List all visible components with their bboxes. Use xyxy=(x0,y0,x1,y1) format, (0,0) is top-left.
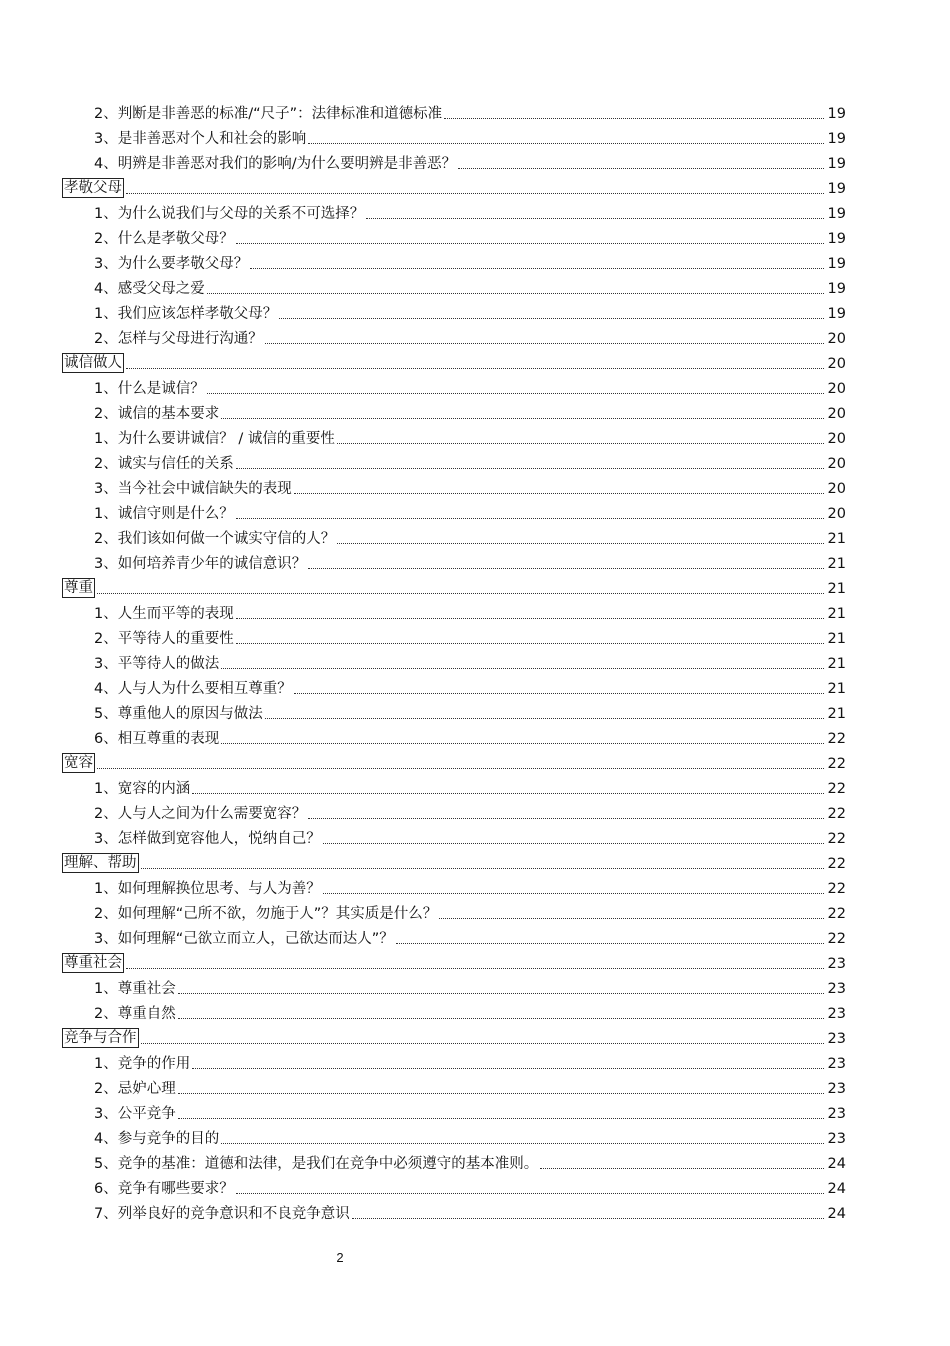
toc-section-entry[interactable] xyxy=(62,848,846,873)
toc-entry-label: 2、诚实与信任的关系 xyxy=(94,456,234,472)
toc-item-entry[interactable] xyxy=(62,923,846,948)
toc-entry-label: 1、什么是诚信？ xyxy=(94,381,205,397)
toc-entry-page: 19 xyxy=(827,306,846,322)
toc-entry-label: 3、如何理解“己欲立而立人，己欲达而达人”？ xyxy=(94,931,394,947)
toc-entry-page: 21 xyxy=(827,706,846,722)
toc-entry-page: 20 xyxy=(827,406,846,422)
dot-leader xyxy=(323,842,824,844)
toc-entry-page: 22 xyxy=(827,881,846,897)
toc-item-entry[interactable] xyxy=(62,873,846,898)
dot-leader xyxy=(207,392,824,394)
toc-entry-label: 2、忌妒心理 xyxy=(94,1081,176,1097)
toc-entry-page: 19 xyxy=(827,106,846,122)
dot-leader xyxy=(178,1117,824,1119)
toc-entry-label: 4、参与竞争的目的 xyxy=(94,1131,220,1147)
toc-entry-page: 21 xyxy=(827,606,846,622)
toc-section-entry[interactable] xyxy=(62,173,846,198)
toc-item-entry[interactable] xyxy=(62,598,846,623)
toc-entry-page: 19 xyxy=(827,231,846,247)
dot-leader xyxy=(192,1067,824,1069)
toc-item-entry[interactable] xyxy=(62,523,846,548)
dot-leader xyxy=(308,567,824,569)
toc-entry-page: 24 xyxy=(827,1181,846,1197)
dot-leader xyxy=(221,667,824,669)
dot-leader xyxy=(396,942,824,944)
toc-item-entry[interactable] xyxy=(62,498,846,523)
toc-entry-page: 21 xyxy=(827,681,846,697)
dot-leader xyxy=(141,1042,825,1044)
toc-entry-page: 22 xyxy=(827,756,846,772)
toc-item-entry[interactable] xyxy=(62,798,846,823)
toc-entry-label: 1、诚信守则是什么？ xyxy=(94,506,234,522)
dot-leader xyxy=(265,717,824,719)
toc-entry-page: 20 xyxy=(827,431,846,447)
toc-entry-label: 孝敬父母 xyxy=(64,180,122,196)
dot-leader xyxy=(97,767,824,769)
toc-entry-page: 22 xyxy=(827,931,846,947)
toc-entry-page: 23 xyxy=(827,1031,846,1047)
toc-item-entry[interactable] xyxy=(62,373,846,398)
dot-leader xyxy=(458,167,824,169)
dot-leader xyxy=(207,292,824,294)
toc-item-entry[interactable] xyxy=(62,398,846,423)
toc-section-entry[interactable] xyxy=(62,348,846,373)
dot-leader xyxy=(178,992,824,994)
toc-entry-label: 2、平等待人的重要性 xyxy=(94,631,234,647)
toc-section-entry[interactable] xyxy=(62,1023,846,1048)
toc-entry-label: 理解、帮助 xyxy=(64,855,137,871)
toc-entry-label: 6、竞争有哪些要求？ xyxy=(94,1181,234,1197)
toc-entry-label: 1、宽容的内涵 xyxy=(94,781,191,797)
toc-entry-label: 2、人与人之间为什么需要宽容？ xyxy=(94,806,307,822)
dot-leader xyxy=(439,917,824,919)
toc-item-entry[interactable] xyxy=(62,1123,846,1148)
toc-entry-page: 23 xyxy=(827,956,846,972)
dot-leader xyxy=(192,792,824,794)
toc-entry-label: 2、尊重自然 xyxy=(94,1006,176,1022)
toc-entry-page: 20 xyxy=(827,456,846,472)
toc-entry-label: 1、竞争的作用 xyxy=(94,1056,191,1072)
toc-item-entry[interactable] xyxy=(62,648,846,673)
toc-entry-label: 3、平等待人的做法 xyxy=(94,656,220,672)
toc-item-entry[interactable] xyxy=(62,1073,846,1098)
toc-entry-label: 诚信做人 xyxy=(64,355,122,371)
dot-leader xyxy=(337,442,824,444)
dot-leader xyxy=(236,617,824,619)
toc-item-entry[interactable] xyxy=(62,198,846,223)
dot-leader xyxy=(250,267,824,269)
toc-entry-label: 3、如何培养青少年的诚信意识？ xyxy=(94,556,307,572)
dot-leader xyxy=(236,1192,824,1194)
toc-entry-label: 3、为什么要孝敬父母？ xyxy=(94,256,249,272)
toc-entry-label: 5、竞争的基准：道德和法律，是我们在竞争中必须遵守的基本准则。 xyxy=(94,1156,539,1172)
toc-entry-page: 22 xyxy=(827,906,846,922)
toc-entry-label: 2、诚信的基本要求 xyxy=(94,406,220,422)
toc-entry-label: 1、人生而平等的表现 xyxy=(94,606,234,622)
dot-leader xyxy=(308,817,824,819)
toc-item-entry[interactable] xyxy=(62,898,846,923)
dot-leader xyxy=(221,417,824,419)
toc-entry-page: 19 xyxy=(827,181,846,197)
toc-entry-page: 21 xyxy=(827,581,846,597)
toc-entry-label: 2、怎样与父母进行沟通？ xyxy=(94,331,263,347)
toc-entry-page: 22 xyxy=(827,806,846,822)
dot-leader xyxy=(236,242,824,244)
toc-item-entry[interactable] xyxy=(62,698,846,723)
toc-item-entry[interactable] xyxy=(62,148,846,173)
toc-entry-page: 22 xyxy=(827,781,846,797)
toc-entry-page: 22 xyxy=(827,731,846,747)
dot-leader xyxy=(97,592,824,594)
toc-entry-label: 7、列举良好的竞争意识和不良竞争意识 xyxy=(94,1206,350,1222)
toc-entry-label: 4、明辨是非善恶对我们的影响/为什么要明辨是非善恶？ xyxy=(94,156,457,172)
toc-item-entry[interactable] xyxy=(62,998,846,1023)
toc-entry-page: 23 xyxy=(827,1106,846,1122)
toc-entry-page: 19 xyxy=(827,156,846,172)
toc-entry-page: 23 xyxy=(827,981,846,997)
toc-entry-label: 1、尊重社会 xyxy=(94,981,176,997)
toc-entry-label: 3、公平竞争 xyxy=(94,1106,176,1122)
toc-item-entry[interactable] xyxy=(62,548,846,573)
dot-leader xyxy=(236,642,824,644)
toc-entry-page: 19 xyxy=(827,281,846,297)
dot-leader xyxy=(126,192,824,194)
toc-entry-label: 宽容 xyxy=(64,755,93,771)
dot-leader xyxy=(236,467,824,469)
toc-item-entry[interactable] xyxy=(62,98,846,123)
toc-entry-page: 19 xyxy=(827,206,846,222)
dot-leader xyxy=(366,217,824,219)
toc-item-entry[interactable] xyxy=(62,273,846,298)
toc-entry-page: 21 xyxy=(827,631,846,647)
toc-item-entry[interactable] xyxy=(62,323,846,348)
dot-leader xyxy=(294,492,824,494)
toc-item-entry[interactable] xyxy=(62,973,846,998)
table-of-contents xyxy=(62,98,846,1223)
toc-item-entry[interactable] xyxy=(62,823,846,848)
toc-section-entry[interactable] xyxy=(62,748,846,773)
toc-entry-page: 23 xyxy=(827,1131,846,1147)
dot-leader xyxy=(352,1217,824,1219)
toc-entry-page: 19 xyxy=(827,256,846,272)
toc-entry-label: 1、如何理解换位思考、与人为善？ xyxy=(94,881,321,897)
toc-entry-page: 22 xyxy=(827,831,846,847)
toc-entry-label: 2、我们该如何做一个诚实守信的人？ xyxy=(94,531,336,547)
toc-entry-label: 1、我们应该怎样孝敬父母？ xyxy=(94,306,278,322)
toc-item-entry[interactable] xyxy=(62,773,846,798)
toc-entry-page: 22 xyxy=(827,856,846,872)
toc-entry-page: 24 xyxy=(827,1206,846,1222)
toc-item-entry[interactable] xyxy=(62,1148,846,1173)
toc-entry-page: 20 xyxy=(827,331,846,347)
dot-leader xyxy=(279,317,824,319)
toc-entry-page: 21 xyxy=(827,656,846,672)
dot-leader xyxy=(294,692,824,694)
toc-item-entry[interactable] xyxy=(62,723,846,748)
dot-leader xyxy=(141,867,825,869)
dot-leader xyxy=(178,1017,824,1019)
toc-entry-page: 20 xyxy=(827,481,846,497)
toc-item-entry[interactable] xyxy=(62,1173,846,1198)
toc-entry-page: 23 xyxy=(827,1056,846,1072)
toc-entry-page: 20 xyxy=(827,381,846,397)
toc-entry-label: 1、为什么说我们与父母的关系不可选择？ xyxy=(94,206,365,222)
dot-leader xyxy=(178,1092,824,1094)
toc-item-entry[interactable] xyxy=(62,1098,846,1123)
toc-item-entry[interactable] xyxy=(62,423,846,448)
toc-entry-label: 2、如何理解“己所不欲，勿施于人”？其实质是什么？ xyxy=(94,906,438,922)
toc-section-entry[interactable] xyxy=(62,573,846,598)
toc-entry-label: 4、感受父母之爱 xyxy=(94,281,205,297)
toc-entry-label: 3、是非善恶对个人和社会的影响 xyxy=(94,131,307,147)
dot-leader xyxy=(540,1167,824,1169)
toc-entry-page: 20 xyxy=(827,356,846,372)
toc-entry-label: 1、为什么要讲诚信？ / 诚信的重要性 xyxy=(94,431,335,447)
toc-item-entry[interactable] xyxy=(62,1198,846,1223)
toc-entry-label: 尊重社会 xyxy=(64,955,122,971)
dot-leader xyxy=(221,742,824,744)
toc-item-entry[interactable] xyxy=(62,223,846,248)
toc-entry-label: 3、当今社会中诚信缺失的表现 xyxy=(94,481,292,497)
toc-entry-page: 23 xyxy=(827,1081,846,1097)
toc-item-entry[interactable] xyxy=(62,673,846,698)
toc-item-entry[interactable] xyxy=(62,1048,846,1073)
toc-section-entry[interactable] xyxy=(62,948,846,973)
dot-leader xyxy=(126,967,824,969)
toc-item-entry[interactable] xyxy=(62,123,846,148)
dot-leader xyxy=(337,542,824,544)
toc-entry-page: 21 xyxy=(827,556,846,572)
dot-leader xyxy=(126,367,824,369)
page-number: 2 xyxy=(336,1250,344,1265)
toc-entry-label: 2、什么是孝敬父母？ xyxy=(94,231,234,247)
toc-item-entry[interactable] xyxy=(62,623,846,648)
toc-item-entry[interactable] xyxy=(62,298,846,323)
toc-entry-page: 23 xyxy=(827,1006,846,1022)
toc-entry-page: 21 xyxy=(827,531,846,547)
dot-leader xyxy=(323,892,824,894)
dot-leader xyxy=(236,517,824,519)
toc-entry-page: 24 xyxy=(827,1156,846,1172)
dot-leader xyxy=(221,1142,824,1144)
dot-leader xyxy=(265,342,824,344)
toc-item-entry[interactable] xyxy=(62,248,846,273)
toc-entry-page: 20 xyxy=(827,506,846,522)
toc-item-entry[interactable] xyxy=(62,473,846,498)
toc-entry-label: 2、判断是非善恶的标准/“尺子”：法律标准和道德标准 xyxy=(94,106,443,122)
toc-item-entry[interactable] xyxy=(62,448,846,473)
toc-entry-label: 3、怎样做到宽容他人，悦纳自己？ xyxy=(94,831,321,847)
toc-entry-label: 4、人与人为什么要相互尊重？ xyxy=(94,681,292,697)
toc-entry-label: 5、尊重他人的原因与做法 xyxy=(94,706,263,722)
dot-leader xyxy=(308,142,824,144)
toc-entry-label: 竞争与合作 xyxy=(64,1030,137,1046)
toc-entry-label: 6、相互尊重的表现 xyxy=(94,731,220,747)
dot-leader xyxy=(444,117,824,119)
toc-entry-page: 19 xyxy=(827,131,846,147)
toc-entry-label: 尊重 xyxy=(64,580,93,596)
